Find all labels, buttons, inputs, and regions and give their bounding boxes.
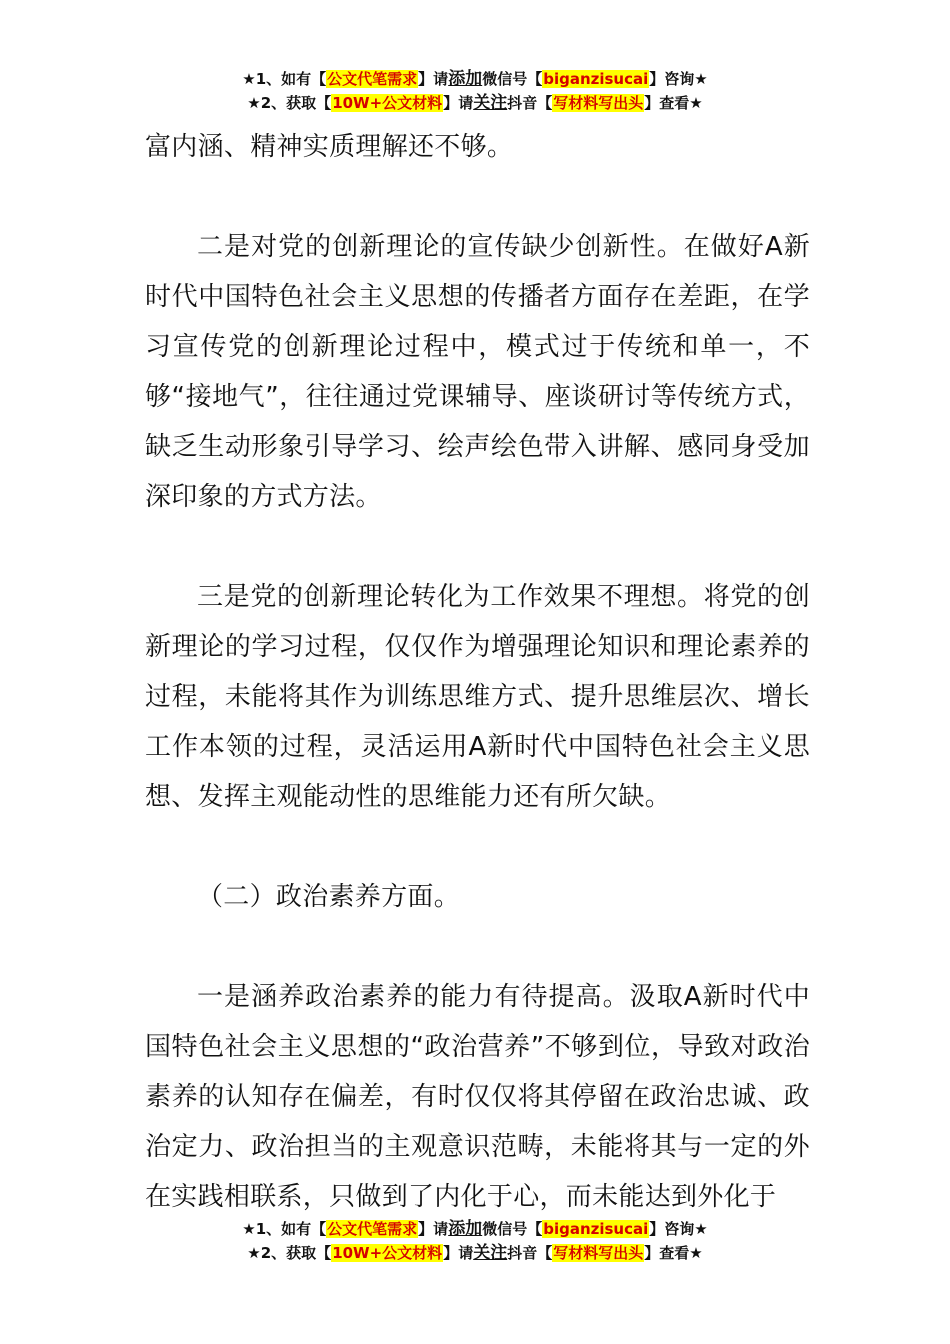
banner-text: 】咨询★ xyxy=(649,70,708,88)
banner-line-2 xyxy=(0,1242,950,1266)
section-heading-political: （二）政治素养方面。 xyxy=(197,882,461,912)
paragraph-spacer xyxy=(145,822,810,872)
banner-text: 微信号【 xyxy=(482,70,543,88)
document-body xyxy=(145,122,810,1222)
banner-text: 抖音【 xyxy=(507,1244,553,1262)
banner-underline: 关注 xyxy=(473,93,508,113)
banner-wechat-id: biganzisucai xyxy=(543,70,649,88)
banner-text: 抖音【 xyxy=(507,94,553,112)
banner-text: ★2、获取【 xyxy=(247,1244,332,1262)
header-banner xyxy=(0,68,950,116)
banner-line-1 xyxy=(0,68,950,92)
banner-douyin-id: 写材料写出头 xyxy=(553,94,644,112)
banner-text: 】请 xyxy=(443,94,474,112)
banner-text: 】咨询★ xyxy=(649,1220,708,1238)
banner-text: ★2、获取【 xyxy=(247,94,332,112)
banner-text: 】请 xyxy=(418,1220,449,1238)
paragraph-continuation: 富内涵、精神实质理解还不够。 xyxy=(145,132,514,162)
footer-banner xyxy=(0,1218,950,1266)
banner-highlight: 公文代笔需求 xyxy=(327,1220,418,1238)
banner-wechat-id: biganzisucai xyxy=(543,1220,649,1238)
banner-underline: 添加 xyxy=(448,69,483,89)
banner-highlight: 公文代笔需求 xyxy=(327,70,418,88)
banner-text: 】查看★ xyxy=(644,94,703,112)
paragraph-spacer xyxy=(145,922,810,972)
banner-highlight: 10W+公文材料 xyxy=(332,1244,443,1262)
banner-highlight: 10W+公文材料 xyxy=(332,94,443,112)
banner-text: 】查看★ xyxy=(644,1244,703,1262)
banner-douyin-id: 写材料写出头 xyxy=(553,1244,644,1262)
banner-text: 微信号【 xyxy=(482,1220,543,1238)
banner-underline: 添加 xyxy=(448,1219,483,1239)
banner-text: ★1、如有【 xyxy=(242,70,327,88)
paragraph-spacer xyxy=(145,172,810,222)
banner-text: ★1、如有【 xyxy=(242,1220,327,1238)
banner-underline: 关注 xyxy=(473,1243,508,1263)
banner-text: 】请 xyxy=(418,70,449,88)
banner-line-2 xyxy=(0,92,950,116)
paragraph-political-literacy: 一是涵养政治素养的能力有待提高。汲取A新时代中国特色社会主义思想的“政治营养”不够到位，导致对政治素养的认知存在偏差，有时仅仅将其停留在政治忠诚、政治定力、政治担当的主观意识范畴，未能将其与一定的外在实践相联系，只做到了内化于心，而未能达到外化于 xyxy=(145,982,810,1212)
paragraph-work-effect: 三是党的创新理论转化为工作效果不理想。将党的创新理论的学习过程，仅仅作为增强理论知识和理论素养的过程，未能将其作为训练思维方式、提升思维层次、增长工作本领的过程，灵活运用A新时代中国特色社会主义思想、发挥主观能动性的思维能力还有所欠缺。 xyxy=(145,582,810,812)
paragraph-innovation-publicity: 二是对党的创新理论的宣传缺少创新性。在做好A新时代中国特色社会主义思想的传播者方面存在差距，在学习宣传党的创新理论过程中，模式过于传统和单一，不够“接地气”，往往通过党课辅导、座谈研讨等传统方式，缺乏生动形象引导学习、绘声绘色带入讲解、感同身受加深印象的方式方法。 xyxy=(145,232,810,512)
banner-text: 】请 xyxy=(443,1244,474,1262)
paragraph-spacer xyxy=(145,522,810,572)
banner-line-1 xyxy=(0,1218,950,1242)
